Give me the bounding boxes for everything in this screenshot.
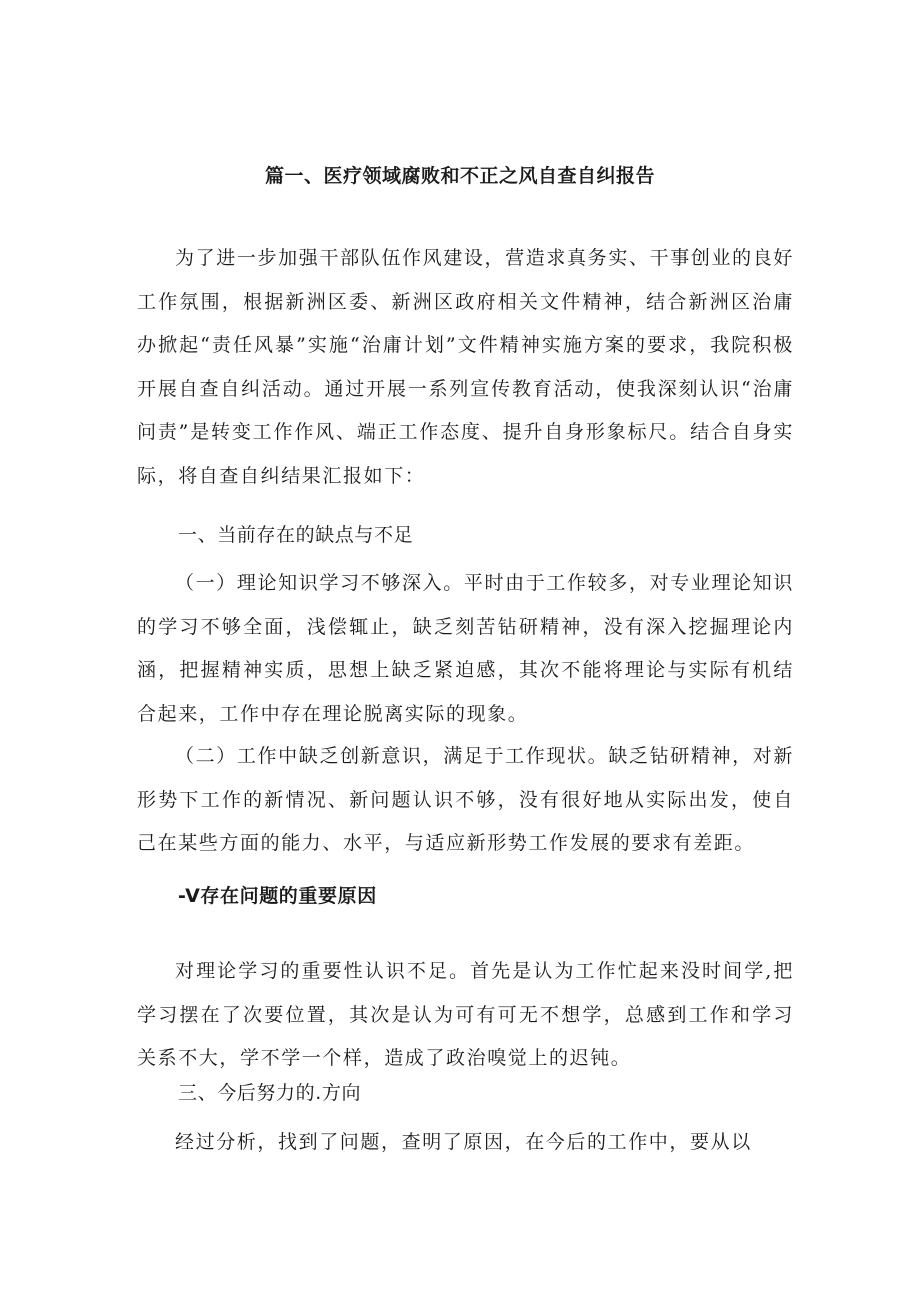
- paragraph-causes: 对理论学习的重要性认识不足。首先是认为工作忙起来没时间学,把学习摆在了次要位置，其次是认为可有可无不想学，总感到工作和学习关系不大，学不学一个样，造成了政治嗅觉上的迟钝。: [137, 960, 794, 1069]
- intro-paragraph: 为了进一步加强干部队伍作风建设，营造求真务实、干事创业的良好工作氛围，根据新洲区委、新洲区政府相关文件精神，结合新洲区治庸办掀起“责任风暴”实施“治庸计划”文件精神实施方案的要求，我院积极开展自查自纠活动。通过开展一系列宣传教育活动，使我深刻认识“治庸问责”是转变工作作风、端正工作态度、提升自身形象标尺。结合自身实际，将自查自纠结果汇报如下：: [137, 247, 794, 487]
- paragraph-theory-study: （一）理论知识学习不够深入。平时由于工作较多，对专业理论知识的学习不够全面，浅偿辄止，缺乏刻苦钻研精神，没有深入挖掘理论内涵，把握精神实质，思想上缺乏紧迫感，其次不能将理论与实际有机结合起来，工作中存在理论脱离实际的现象。: [137, 572, 794, 725]
- section-heading-causes: -V存在问题的重要原因: [178, 885, 377, 907]
- section-heading-direction: 三、今后努力的.方向: [178, 1082, 362, 1104]
- document-title: 篇一、医疗领域腐败和不正之风自查自纠报告: [264, 165, 655, 187]
- section-heading-shortcomings: 一、当前存在的缺点与不足: [178, 524, 414, 546]
- paragraph-innovation: （二）工作中缺乏创新意识，满足于工作现状。缺乏钻研精神，对新形势下工作的新情况、新问题认识不够，没有很好地从实际出发，使自己在某些方面的能力、水平，与适应新形势工作发展的要求有差距。: [137, 745, 794, 854]
- paragraph-direction: 经过分析，找到了问题，查明了原因，在今后的工作中，要从以: [175, 1131, 752, 1153]
